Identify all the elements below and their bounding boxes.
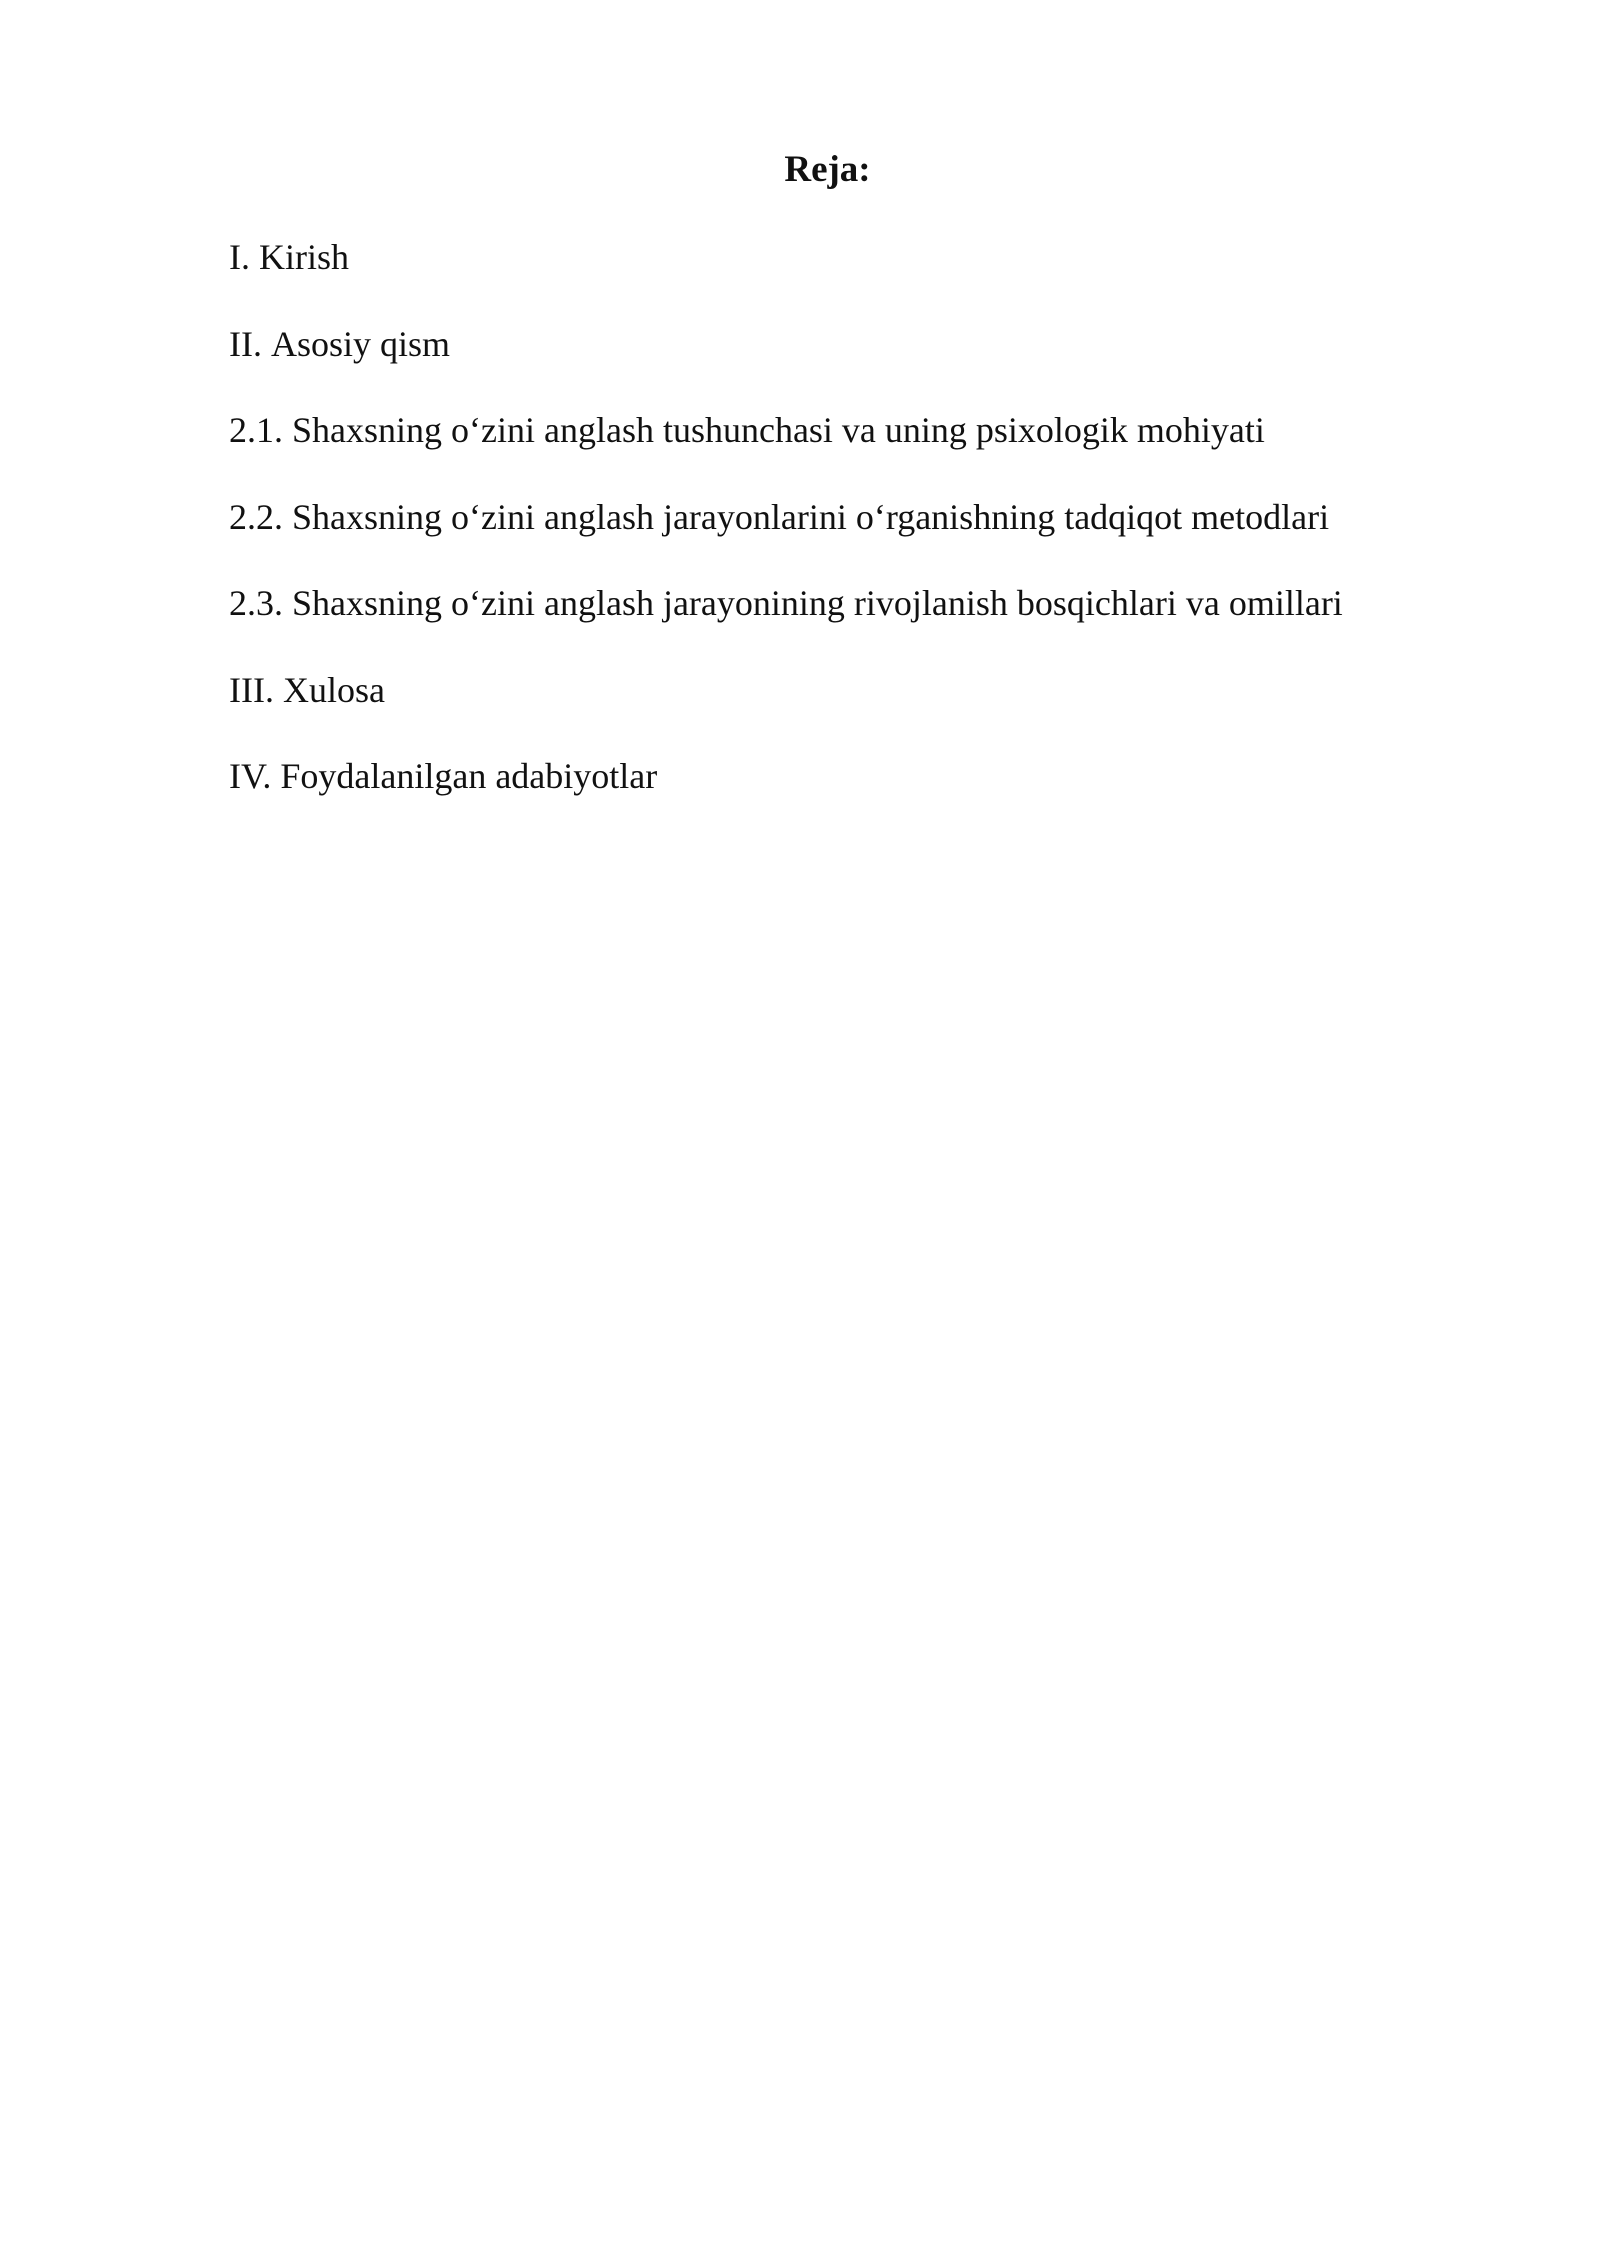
- plan-item-adabiyotlar: [229, 754, 1343, 798]
- plan-item-number: IV.: [229, 756, 272, 796]
- plan-item-2-1: [229, 408, 1343, 452]
- plan-item-text: Shaxsning o‘zini anglash jarayonining rivojlanish bosqichlari va omillari: [292, 583, 1343, 623]
- plan-item-text: Shaxsning o‘zini anglash tushunchasi va uning psixologik mohiyati: [292, 410, 1265, 450]
- plan-item-text: Xulosa: [282, 669, 385, 710]
- plan-item-2-2: [229, 495, 1343, 539]
- plan-item-xulosa: [229, 668, 1343, 712]
- plan-item-text: Foydalanilgan adabiyotlar: [280, 756, 658, 796]
- plan-item-number: III.: [229, 669, 274, 710]
- plan-item-kirish: [229, 235, 1343, 279]
- plan-item-text: Shaxsning o‘zini anglash jarayonlarini o‘rganishning tadqiqot metodlari: [292, 496, 1330, 537]
- plan-item-text: Asosiy qism: [270, 323, 451, 364]
- page-title: Reja:: [784, 149, 871, 190]
- plan-item-text: Kirish: [259, 237, 349, 277]
- plan-item-asosiy-qism: [229, 322, 1343, 366]
- plan-item-number: 2.3.: [229, 583, 283, 623]
- plan-item-number: 2.1.: [229, 410, 283, 450]
- plan-item-number: II.: [229, 323, 262, 364]
- plan-item-2-3: [229, 581, 1343, 625]
- plan-item-number: I.: [229, 237, 250, 277]
- plan-list: [229, 235, 1343, 841]
- plan-item-number: 2.2.: [229, 496, 283, 537]
